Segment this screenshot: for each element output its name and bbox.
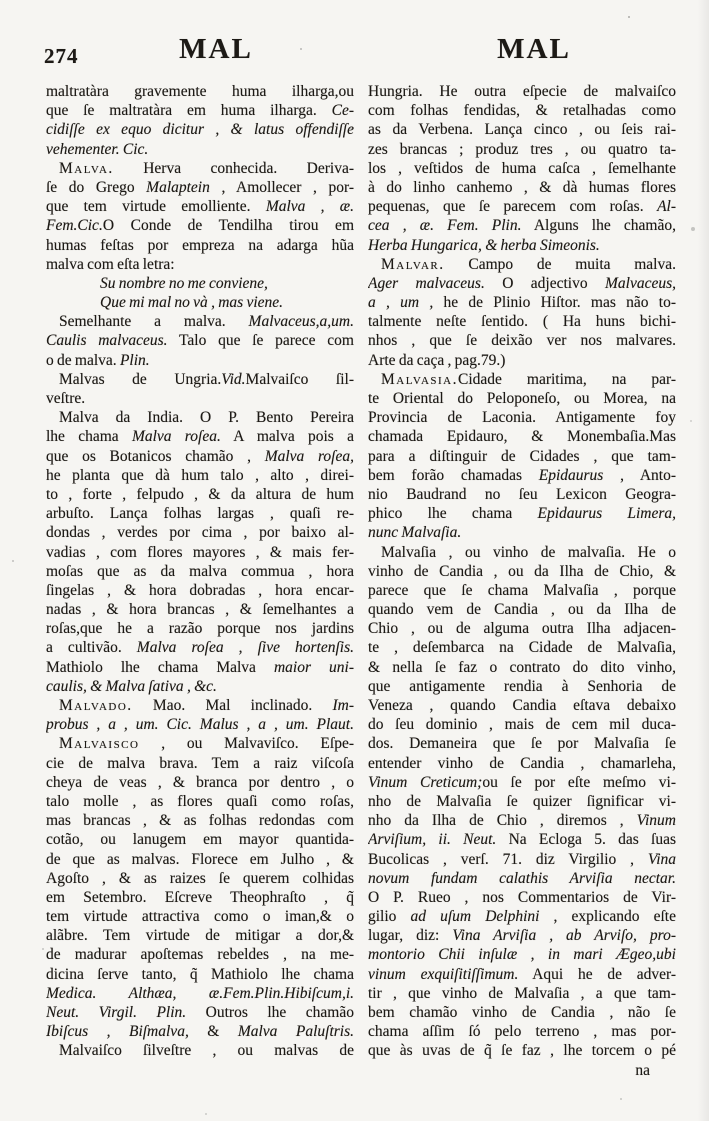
text-segment: probus , a , um. Cic. Malus , a , um. Plaut.: [46, 716, 354, 734]
text-line: [46, 754, 354, 773]
text-segment: talmente neſte ſentido. ( Ha huns bichi-: [368, 313, 676, 331]
text-line: [368, 715, 676, 734]
text-segment: Malva , æ.: [265, 198, 354, 216]
text-line: [46, 389, 354, 408]
text-segment: Malvaiſco ſil-: [245, 370, 354, 388]
text-segment: Veneza , quando Candia eſtava debaixo: [368, 697, 676, 714]
text-segment: nadas , & hora brancas , & ſemelhantes a: [46, 601, 354, 619]
text-segment: em Setembro. Eſcreve Theophraſto , q̃: [46, 888, 354, 906]
text-line: [46, 773, 354, 792]
text-segment: cidiſſe ex equo dicitur , & latus offendiſſe: [46, 121, 354, 139]
text-segment: Malvaceus,a,um.: [248, 313, 354, 331]
text-segment: nho da Ilha de Chio , diremos ,: [368, 812, 637, 830]
text-segment: novum fundam calathis Arviſia nectar.: [368, 869, 676, 887]
text-segment: Su nombre no me conviene,: [100, 274, 268, 292]
text-line: [368, 197, 676, 216]
text-segment: chama aſſim ſó pelo terreno , mas por-: [368, 1023, 676, 1041]
text-segment: cie de malva brava. Tem a raiz viſcoſa: [46, 754, 354, 772]
text-segment: o de malva.: [46, 351, 120, 369]
text-segment: Talo que ſe parece com: [167, 332, 354, 350]
text-line: [368, 485, 676, 504]
text-segment: Medica. Althæa, æ.Fem.Plin.Hibiſcum,i.: [46, 984, 354, 1002]
text-line: [368, 830, 676, 849]
text-segment: Plin.: [119, 351, 150, 369]
text-line: [368, 331, 676, 350]
text-line: [368, 696, 676, 715]
text-segment: Vinum: [636, 812, 676, 830]
text-segment: Fem.Cic.: [46, 217, 103, 235]
text-segment: phico lhe chama: [368, 505, 538, 523]
text-segment: bem forão chamadas: [368, 466, 539, 484]
text-segment: com folhas fendidas, & retalhadas como: [368, 102, 676, 120]
text-line: [368, 984, 676, 1003]
text-line: [46, 658, 354, 677]
text-segment: do ſeu dominio , mais de cem mil duca-: [368, 716, 676, 734]
text-segment: para a diſtinguir de Cidades , que tam-: [368, 447, 676, 465]
text-line: [46, 619, 354, 638]
text-line: [46, 696, 354, 715]
text-segment: &: [188, 1023, 238, 1041]
text-line: [46, 869, 354, 888]
text-segment: Vina: [647, 850, 676, 868]
text-segment: ou ſe por eſte meſmo vi-: [482, 773, 676, 791]
text-line: [368, 638, 676, 657]
text-line: [368, 734, 676, 753]
text-line: [46, 447, 354, 466]
text-line: [368, 351, 676, 370]
text-line: [46, 504, 354, 523]
text-segment: Mao. Mal inclinado.: [132, 697, 333, 714]
text-segment: Malva roſea , ſive hortenſis.: [136, 639, 354, 657]
text-line: [368, 101, 676, 120]
text-segment: nhos , que ſe deixão ver nos malvares.: [368, 332, 676, 350]
text-segment: Vina Arviſia , ab Arviſo, pro-: [452, 927, 676, 945]
text-segment: Ce-: [331, 102, 354, 120]
text-line: [46, 715, 354, 734]
text-segment: Hungria. He outra eſpecie de malvaiſco: [368, 83, 676, 100]
text-segment: Agoſto , & as raizes ſe querem colhidas: [46, 869, 354, 887]
text-line: [46, 466, 354, 485]
text-line: [368, 792, 676, 811]
text-segment: nio Baudrand no ſeu Lexicon Geogra-: [368, 485, 676, 503]
text-segment: arbuſto. Lança folhas largas , quaſi re-: [46, 505, 354, 523]
text-segment: as da Verbena. Lança cinco , ou ſeis rai-: [368, 121, 676, 139]
text-segment: pequenas, que ſe parecem com roſas.: [368, 198, 658, 216]
text-segment: dondas , verdes por cima , por baixo al-: [46, 524, 354, 542]
text-line: [368, 466, 676, 485]
text-line: [46, 178, 354, 197]
text-line: [368, 850, 676, 869]
text-segment: to , forte , felpudo , & da altura de hum: [46, 485, 354, 503]
text-segment: dicina ſerve tanto, q̃ Mathiolo lhe chama: [46, 965, 354, 983]
text-segment: mas brancas , & as folhas redondas com: [46, 812, 354, 830]
text-segment: ſingelas , & hora dobradas , hora encar-: [46, 581, 354, 599]
text-segment: he de Plinio Hiſtor. mas não to-: [433, 294, 676, 312]
text-segment: Malva roſea.: [131, 428, 221, 446]
catchword: na: [635, 1062, 650, 1079]
headword: Malvasia.: [381, 370, 459, 388]
text-segment: Vid.: [221, 370, 246, 388]
text-line: [46, 236, 354, 255]
text-line: [46, 197, 354, 216]
text-segment: Malvas de Ungria.: [59, 370, 222, 388]
text-line: [46, 734, 354, 753]
text-line: [368, 888, 676, 907]
text-segment: Campo de muita malva.: [444, 255, 676, 273]
text-line: [46, 1003, 354, 1022]
text-line: [46, 351, 354, 370]
text-line: [46, 562, 354, 581]
right-column: [368, 82, 676, 1061]
running-header-right: MAL: [497, 33, 571, 65]
text-segment: caulis, & Malva ſativa , &c.: [46, 677, 217, 695]
text-line: [46, 888, 354, 907]
text-segment: tem virtude attractiva como o iman,& o: [46, 908, 354, 926]
text-segment: Epidaurus: [538, 466, 604, 484]
text-segment: Na Ecloga 5. das ſuas: [496, 831, 676, 849]
text-segment: los , veſtidos de huma caſca , ſemelhante: [368, 159, 676, 177]
text-line: [368, 408, 676, 427]
text-segment: quando vem de Candia , ou da Ilha de: [368, 601, 676, 619]
text-segment: maior uni-: [273, 658, 354, 676]
text-line: [368, 965, 676, 984]
text-line: [368, 945, 676, 964]
text-segment: Malvaiſco ſilveſtre , ou malvas de: [59, 1042, 354, 1060]
text-segment: Malva roſea,: [264, 447, 354, 465]
text-segment: dos. Demaneira que ſe por Malvaſia ſe: [368, 735, 676, 753]
text-segment: A malva pois a: [220, 428, 354, 446]
text-line: [368, 619, 676, 638]
text-segment: lhe chama: [46, 428, 132, 446]
text-line: [46, 101, 354, 120]
text-line: [368, 523, 676, 542]
running-header-left: MAL: [179, 33, 253, 65]
text-segment: de madurar apoſtemas rebeldes , na me-: [46, 946, 354, 964]
text-segment: malva com eſta letra:: [46, 255, 175, 273]
text-line: [368, 178, 676, 197]
text-line: [46, 1022, 354, 1041]
text-segment: Chio , ou de alguma outra Ilha adjacen-: [368, 620, 676, 638]
text-line: [46, 850, 354, 869]
text-segment: à do linho canhemo , & dà humas flores: [368, 178, 676, 196]
text-segment: Herba Hungarica, & herba Simeonis.: [368, 236, 600, 254]
text-segment: maltratàra gravemente huma ilharga,ou: [46, 83, 354, 100]
text-line: [46, 140, 354, 159]
text-segment: vadias , com flores mayores , & mais fer-: [46, 543, 354, 561]
text-segment: moſas que as da malva commua , hora: [46, 562, 354, 580]
headword: Malvaisco: [59, 735, 140, 753]
text-segment: de que as malvas. Florece em Julho , &: [46, 850, 354, 868]
text-segment: roſas,que he a razão porque nos jardins: [46, 620, 354, 638]
text-line: [368, 140, 676, 159]
text-segment: nho de Malvaſia ſe quizer ſignificar vi-: [368, 792, 676, 810]
text-line: [46, 638, 354, 657]
page-number: 274: [44, 44, 79, 68]
text-segment: nunc Malvaſia.: [368, 524, 462, 542]
text-segment: entender vinho de Candia , chamarleha,: [368, 754, 676, 772]
text-line: [368, 600, 676, 619]
scan-noise: [0, 0, 2, 2]
text-segment: que às uvas de q̃ ſe faz , lhe torcem o pé: [368, 1042, 676, 1060]
headword: Malvado.: [59, 697, 133, 714]
text-segment: Aqui he de adver-: [518, 965, 676, 983]
text-line: [368, 447, 676, 466]
text-segment: Malvaceus,: [605, 274, 676, 292]
text-segment: vehementer. Cic.: [46, 140, 149, 158]
text-segment: humas feſtas por empreza na adarga hũa: [46, 236, 354, 254]
text-line: [368, 773, 676, 792]
text-segment: , explicando eſte: [539, 908, 676, 926]
text-segment: & nella ſe faz o contrato do dito vinho,: [368, 658, 676, 676]
text-segment: zes brancas ; produz tres , ou quatro ta-: [368, 140, 676, 158]
text-segment: a cultivão.: [46, 639, 137, 657]
text-line: [46, 945, 354, 964]
text-line: [46, 600, 354, 619]
text-line: [368, 543, 676, 562]
text-segment: cotão, ou lanugem em mayor quantida-: [46, 831, 354, 849]
text-segment: lugar, diz:: [368, 927, 453, 945]
text-line: [46, 965, 354, 984]
text-line: [368, 255, 676, 274]
text-segment: gilio: [368, 908, 411, 926]
text-segment: , ou Malvaviſco. Eſpe-: [139, 735, 354, 753]
text-line: [368, 159, 676, 178]
text-segment: parece que ſe chama Malvaſia , porque: [368, 581, 676, 599]
page-edge-shadow: [697, 0, 709, 1121]
text-segment: Bucolicas , verſ. 71. diz Virgilio ,: [368, 850, 648, 868]
text-line: [46, 274, 354, 293]
text-line: [368, 926, 676, 945]
text-segment: Al-: [657, 198, 676, 216]
text-line: [46, 926, 354, 945]
text-line: [46, 293, 354, 312]
text-line: [368, 562, 676, 581]
text-segment: O Conde de Tendilha tirou em: [102, 217, 354, 235]
text-segment: Malaptein: [146, 178, 210, 196]
text-line: [368, 677, 676, 696]
text-segment: ſe do Grego: [46, 178, 147, 196]
text-segment: que antigamente rendia à Senhoria de: [368, 677, 676, 695]
headword: Malvar.: [381, 255, 445, 273]
text-line: [368, 811, 676, 830]
text-line: [368, 120, 676, 139]
text-segment: alãbre. Tem virtude de mitigar a dor,&: [46, 927, 354, 945]
text-segment: Vinum Creticum;: [368, 773, 483, 791]
text-line: [368, 504, 676, 523]
text-line: [368, 82, 676, 101]
text-line: [46, 581, 354, 600]
text-line: [46, 427, 354, 446]
text-line: [368, 581, 676, 600]
text-line: [368, 1003, 676, 1022]
text-line: [368, 389, 676, 408]
text-segment: te , deſembarca na Cidade de Malvaſia,: [368, 639, 676, 657]
text-segment: Outros lhe chamão: [186, 1004, 354, 1021]
text-segment: , Anto-: [603, 466, 676, 484]
text-line: [46, 255, 354, 274]
text-segment: O adjectivo: [484, 274, 605, 292]
text-line: [46, 216, 354, 235]
text-segment: tir , que vinho de Malvaſia , a que tam-: [368, 984, 676, 1002]
text-segment: vinho de Candia , ou da Ilha de Chio, &: [368, 562, 676, 580]
text-line: [46, 543, 354, 562]
text-segment: que tem virtude emolliente.: [46, 198, 266, 216]
text-line: [46, 792, 354, 811]
text-segment: cheya de veas , & branca por dentro , o: [46, 773, 354, 791]
text-segment: Malva Paluſtris.: [237, 1023, 354, 1041]
text-segment: Malva da India. O P. Bento Pereira: [59, 409, 354, 427]
text-segment: Arviſium, ii. Neut.: [368, 831, 497, 849]
text-segment: te Oriental do Peloponeſo, ou Morea, na: [368, 390, 676, 407]
text-line: [46, 408, 354, 427]
text-segment: a , um ,: [368, 294, 434, 312]
left-column: [46, 82, 354, 1061]
text-line: [46, 82, 354, 101]
text-segment: Caulis malvaceus.: [46, 332, 168, 350]
text-segment: Arte da caça , pag.79.): [368, 351, 506, 369]
text-segment: Epidaurus Limera,: [537, 505, 676, 523]
text-line: [46, 523, 354, 542]
text-line: [368, 370, 676, 389]
text-segment: Malvaſia , ou vinho de malvaſia. He o: [381, 543, 676, 561]
text-segment: talo molle , as flores quaſi como roſas,: [46, 792, 354, 810]
text-line: [368, 312, 676, 331]
text-line: [46, 485, 354, 504]
text-segment: ad uſum Delphini: [410, 908, 540, 926]
text-segment: Im-: [332, 697, 354, 714]
text-segment: Neut. Virgil. Plin.: [46, 1004, 187, 1021]
text-line: [46, 677, 354, 696]
text-line: [46, 159, 354, 178]
text-segment: que os Botanicos chamão ,: [46, 447, 265, 465]
text-line: [368, 658, 676, 677]
text-segment: bem chamão vinho de Candia , não ſe: [368, 1004, 676, 1021]
text-segment: Alguns lhe chamão,: [521, 217, 676, 235]
text-segment: Que mi mal no và , mas viene.: [100, 294, 284, 312]
text-line: [368, 1022, 676, 1041]
text-segment: Semelhante a malva.: [59, 313, 249, 331]
text-segment: Ager malvaceus.: [368, 274, 485, 292]
text-line: [46, 120, 354, 139]
text-segment: veſtre.: [46, 390, 86, 407]
text-segment: cea , æ. Fem. Plin.: [368, 217, 522, 235]
text-segment: O P. Rueo , nos Commentarios de Vir-: [368, 888, 676, 906]
text-line: [46, 811, 354, 830]
text-line: [368, 216, 676, 235]
text-line: [46, 907, 354, 926]
text-segment: Herva conhecida. Deriva-: [113, 159, 354, 177]
text-segment: Ibiſcus , Biſmalva,: [46, 1023, 189, 1041]
text-segment: vinum exquiſitiſſimum.: [368, 965, 519, 983]
text-line: [368, 907, 676, 926]
text-line: [368, 1041, 676, 1060]
text-line: [46, 331, 354, 350]
text-segment: Cidade maritima, na par-: [458, 370, 676, 388]
text-line: [368, 427, 676, 446]
text-line: [368, 869, 676, 888]
text-segment: Mathiolo lhe chama Malva: [46, 658, 274, 676]
text-line: [46, 312, 354, 331]
headword: Malva.: [59, 159, 114, 177]
text-line: [46, 830, 354, 849]
text-line: [46, 370, 354, 389]
text-line: [46, 984, 354, 1003]
text-segment: , Amollecer , por-: [209, 178, 354, 196]
text-segment: chamada Epidauro, & Monembaſia.Mas: [368, 428, 676, 446]
text-segment: he planta que dà hum talo , alto , direi-: [46, 466, 354, 484]
text-line: [368, 236, 676, 255]
text-line: [368, 274, 676, 293]
text-line: [368, 754, 676, 773]
text-segment: montorio Chii inſulæ , in mari Ægeo,ubi: [368, 946, 676, 964]
text-line: [46, 1041, 354, 1060]
text-segment: que ſe maltratàra em huma ilharga.: [46, 102, 332, 120]
text-line: [368, 293, 676, 312]
text-segment: Provincia de Laconia. Antigamente foy: [368, 409, 676, 427]
